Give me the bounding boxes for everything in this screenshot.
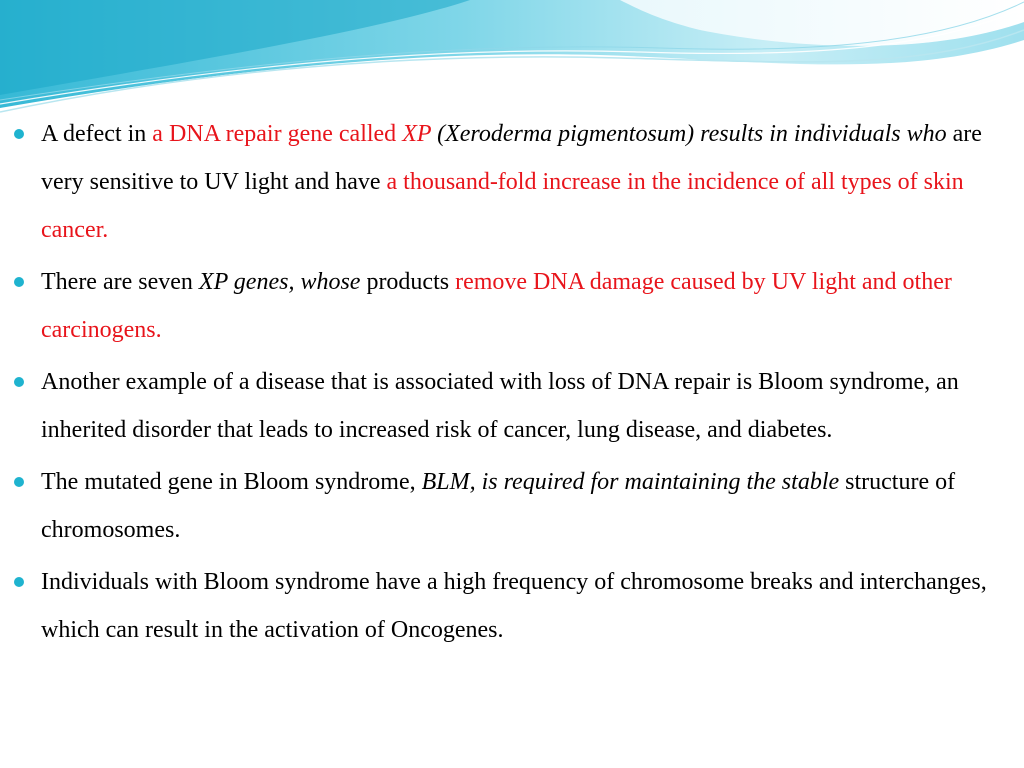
bullet-text-segment: Individuals with Bloom syndrome have a high frequency of chromosome breaks and interchanges, which can result in the activation of Oncogenes.: [41, 569, 987, 643]
bullet-text-highlight-italic: XP: [402, 121, 432, 147]
bullet-text-segment: There are seven: [41, 269, 199, 295]
bullet-dot-icon: [14, 577, 24, 587]
bullet-item: [14, 558, 1014, 654]
bullet-item: [14, 458, 1014, 554]
bullet-dot-icon: [14, 277, 24, 287]
bullet-item: [14, 110, 1014, 254]
bullet-list: [14, 110, 1014, 658]
bullet-item: [14, 258, 1014, 354]
bullet-text-italic: BLM, is required for maintaining the stable: [421, 469, 840, 495]
bullet-dot-icon: [14, 377, 24, 387]
bullet-text-segment: structure of chromosomes.: [41, 469, 956, 543]
bullet-text-highlight: a thousand-fold increase in the incidence of all types of skin cancer.: [41, 169, 964, 243]
bullet-text-highlight: remove DNA damage caused by UV light and other carcinogens.: [41, 269, 952, 343]
bullet-text-segment: A defect in: [41, 121, 153, 147]
bullet-text-highlight: a DNA repair gene called: [152, 121, 403, 147]
bullet-text-segment: Another example of a disease that is associated with loss of DNA repair is Bloom syndrome, an inherited disorder that leads to increased risk of cancer, lung disease, and diabetes.: [41, 369, 959, 443]
bullet-text-italic: (Xeroderma pigmentosum) results in individuals who: [431, 121, 947, 147]
bullet-dot-icon: [14, 477, 24, 487]
bullet-text-segment: The mutated gene in Bloom syndrome,: [41, 469, 422, 495]
bullet-text-segment: products: [360, 269, 456, 295]
bullet-dot-icon: [14, 129, 24, 139]
bullet-item: [14, 358, 1014, 454]
bullet-text-segment: are very sensitive to UV light and have: [41, 121, 982, 195]
bullet-text-italic: XP genes, whose: [198, 269, 361, 295]
